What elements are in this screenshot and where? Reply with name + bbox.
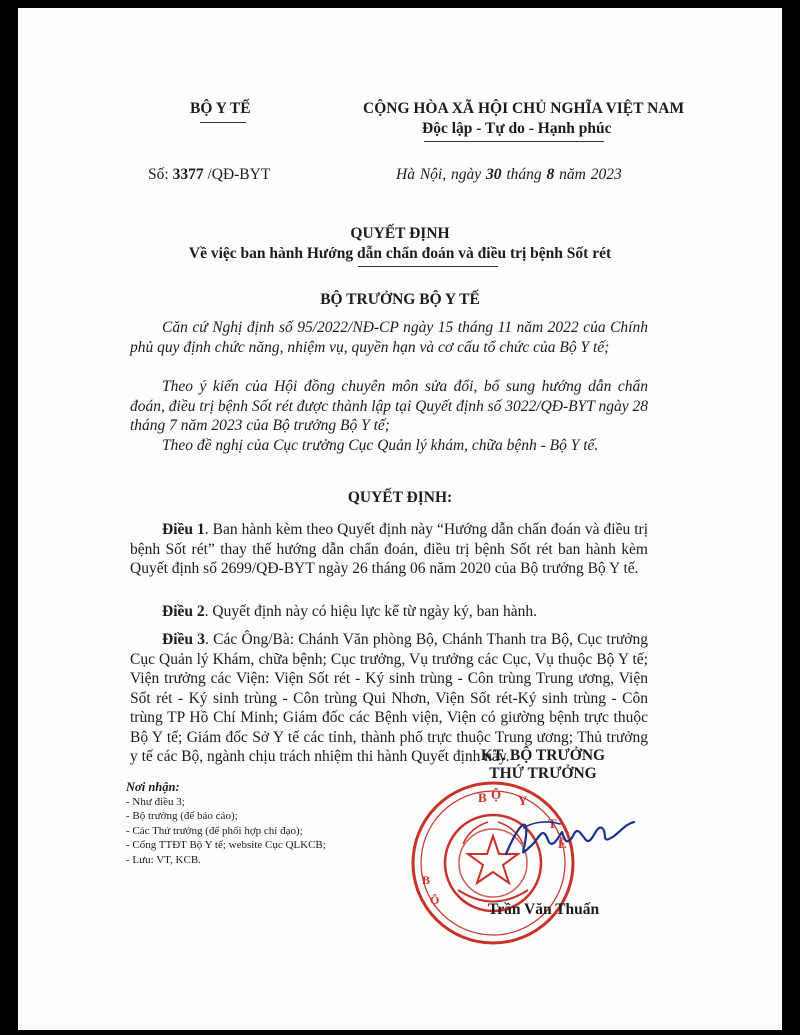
document-number xyxy=(148,166,270,184)
preamble-3: Theo đề nghị của Cục trưởng Cục Quản lý khám, chữa bệnh - Bộ Y tế. xyxy=(162,437,599,454)
document-page xyxy=(18,8,782,1030)
motto-underline xyxy=(424,141,604,142)
svg-text:Ộ: Ộ xyxy=(491,787,502,802)
signer-role-1: KT. BỘ TRƯỞNG xyxy=(480,747,606,764)
agency-underline xyxy=(200,122,246,123)
article-2-text: . Quyết định này có hiệu lực kể từ ngày ký, ban hành. xyxy=(204,603,537,620)
signer-role-2: THỨ TRƯỞNG xyxy=(489,765,597,782)
decision-title: QUYẾT ĐỊNH xyxy=(350,225,450,242)
handwritten-signature-icon xyxy=(488,806,658,866)
svg-text:Ộ: Ộ xyxy=(430,893,440,907)
recipient-item: - Lưu: VT, KCB. xyxy=(126,853,201,866)
article-2 xyxy=(130,602,648,622)
date-month-word: tháng xyxy=(506,166,542,183)
article-1-label: Điều 1 xyxy=(162,521,205,538)
svg-text:Ế: Ế xyxy=(558,836,567,851)
recipient-item: - Cổng TTĐT Bộ Y tế; website Cục QLKCB; xyxy=(126,839,326,851)
article-2-label: Điều 2 xyxy=(162,603,205,620)
recipients-heading: Nơi nhận: xyxy=(126,780,180,794)
preamble-2: Theo ý kiến của Hội đồng chuyên môn sửa đổi, bổ sung hướng dẫn chẩn đoán, điều trị bệnh Sốt rét được thành lập tại Quyết định số 3022/QĐ-BYT ngày 28 tháng 7 năm 2023 của Bộ trưởng Bộ Y tế; xyxy=(130,378,648,434)
subtitle-underline xyxy=(358,266,498,267)
agency-name: BỘ Y TẾ xyxy=(190,100,251,117)
recipient-item: - Bộ trưởng (để báo cáo); xyxy=(126,810,238,822)
date-year: năm 2023 xyxy=(559,166,622,183)
number-prefix: Số: xyxy=(148,166,169,183)
svg-text:B: B xyxy=(422,873,431,887)
article-3-text: . Các Ông/Bà: Chánh Văn phòng Bộ, Chánh Thanh tra Bộ, Cục trưởng Cục Quản lý Khám, chữa bệnh; Cục trưởng, Vụ trưởng các Cục, Vụ thuộc Bộ Y tế; Viện trưởng các Viện: Viện Sốt rét - Ký sinh trùng - Côn trùng Trung ương, Viện Sốt rét - Ký sinh trùng - Côn trùng Qui Nhơn, Viện Sốt rét-Ký sinh trùng - Côn trùng TP Hồ Chí Minh; Giám đốc các Bệnh viện, Viện có giường bệnh trực thuộc Bộ Y tế; Giám đốc Sở Y tế các tỉnh, thành phố trực thuộc Trung ương; Thủ trưởng y tế các Bộ, ngành chịu trách nhiệm thi hành Quyết định này. xyxy=(130,631,648,765)
article-3-label: Điều 3 xyxy=(162,631,206,648)
decision-heading: QUYẾT ĐỊNH: xyxy=(347,489,453,506)
signer-name: Trần Văn Thuấn xyxy=(488,901,600,918)
recipients-block xyxy=(126,780,326,867)
authority-title: BỘ TRƯỞNG BỘ Y TẾ xyxy=(320,291,480,308)
svg-text:T: T xyxy=(548,816,557,831)
svg-text:Y: Y xyxy=(518,793,528,808)
article-1 xyxy=(130,520,648,579)
recipient-item: - Các Thứ trưởng (để phối hợp chỉ đạo); xyxy=(126,824,303,837)
document-date xyxy=(396,166,622,184)
number-value: 3377 xyxy=(172,166,204,183)
date-place: Hà Nội, ngày xyxy=(396,166,482,183)
date-day: 30 xyxy=(485,166,502,183)
number-suffix: /QĐ-BYT xyxy=(207,166,271,183)
motto: Độc lập - Tự do - Hạnh phúc xyxy=(422,120,612,137)
preamble-1: Căn cứ Nghị định số 95/2022/NĐ-CP ngày 15 tháng 11 năm 2022 của Chính phủ quy định chức năng, nhiệm vụ, quyền hạn và cơ cấu tổ chức của Bộ Y tế; xyxy=(130,319,648,356)
decision-subtitle: Về việc ban hành Hướng dẫn chẩn đoán và điều trị bệnh Sốt rét xyxy=(188,245,612,262)
article-1-text: . Ban hành kèm theo Quyết định này “Hướng dẫn chẩn đoán và điều trị bệnh Sốt rét” thay thế hướng dẫn chẩn đoán, điều trị bệnh Sốt rét ban hành kèm Quyết định số 2699/QĐ-BYT ngày 26 tháng 06 năm 2020 của Bộ trưởng Bộ Y tế. xyxy=(130,521,648,577)
country-name: CỘNG HÒA XÃ HỘI CHỦ NGHĨA VIỆT NAM xyxy=(363,100,685,117)
date-month: 8 xyxy=(546,166,555,183)
recipient-item: - Như điều 3; xyxy=(126,795,185,808)
svg-text:B: B xyxy=(478,790,487,805)
